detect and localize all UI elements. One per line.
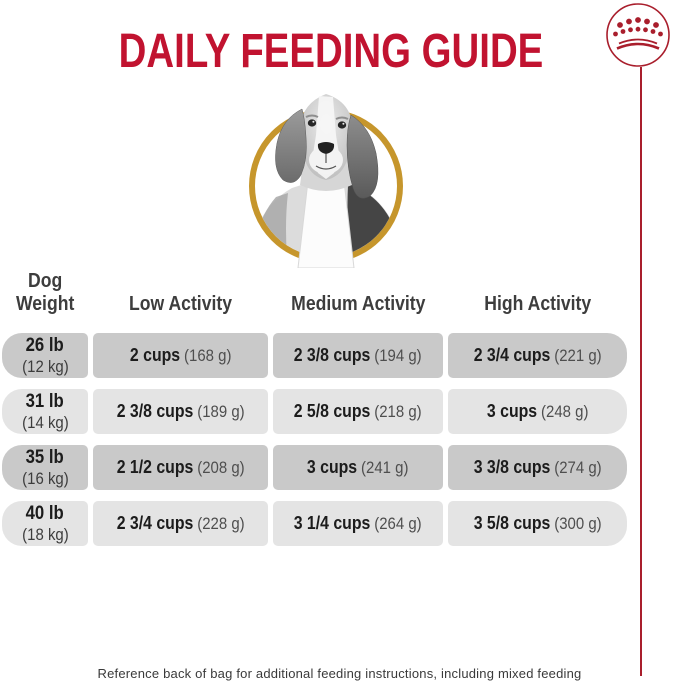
grams-value: (189 g) [197, 402, 245, 421]
royal-canin-crown-icon [604, 2, 672, 68]
weight-cell [2, 333, 88, 378]
grams-value: (248 g) [540, 402, 589, 421]
feeding-table-rows [2, 333, 627, 546]
crown-dots [613, 17, 663, 36]
table-row [2, 389, 627, 434]
weight-kg: (16 kg) [21, 468, 69, 488]
feeding-cell-high [448, 389, 627, 434]
table-row [2, 445, 627, 490]
feeding-cell-medium [273, 445, 443, 490]
cups-value: 2 3/4 cups [473, 345, 551, 365]
weight-kg: (14 kg) [21, 412, 69, 432]
dog-chest [298, 181, 354, 268]
feeding-cell-high [448, 501, 627, 546]
header-dog-weight-line1: Dog [27, 270, 63, 293]
feeding-cell-high [448, 445, 627, 490]
beagle-portrait-image [230, 85, 445, 268]
cups-value: 3 cups [486, 401, 537, 421]
grams-value: (208 g) [197, 458, 245, 477]
feeding-cell-medium [273, 333, 443, 378]
table-header-row [2, 262, 627, 318]
grams-value: (274 g) [554, 458, 602, 477]
grams-value: (228 g) [197, 514, 245, 533]
cups-value: 3 5/8 cups [473, 513, 551, 533]
feeding-cell-low [93, 445, 268, 490]
feeding-cell-low [93, 333, 268, 378]
feeding-cell-high [448, 333, 627, 378]
cups-value: 3 3/8 cups [473, 457, 551, 477]
table-row [2, 333, 627, 378]
weight-lb: 35 lb [25, 447, 65, 469]
weight-lb: 31 lb [25, 391, 65, 413]
weight-lb: 40 lb [25, 503, 65, 525]
feeding-cell-medium [273, 501, 443, 546]
weight-kg: (12 kg) [21, 356, 69, 376]
grams-value: (264 g) [374, 514, 422, 533]
weight-kg: (18 kg) [21, 524, 69, 544]
weight-cell [2, 389, 88, 434]
feeding-cell-low [93, 501, 268, 546]
weight-cell [2, 445, 88, 490]
cups-value: 2 3/8 cups [116, 401, 194, 421]
footer-note: Reference back of bag for additional feeding instructions, including mixed feeding [97, 666, 582, 681]
header-medium-activity: Medium Activity [290, 292, 426, 315]
header-dog-weight-line2: Weight [15, 292, 75, 315]
grams-value: (168 g) [183, 346, 232, 365]
weight-lb: 26 lb [25, 335, 65, 357]
cups-value: 3 cups [307, 457, 358, 477]
page-title: DAILY FEEDING GUIDE [118, 25, 544, 78]
grams-value: (241 g) [361, 458, 409, 477]
cups-value: 2 5/8 cups [294, 401, 371, 421]
grams-value: (221 g) [554, 346, 602, 365]
dog-head [300, 94, 353, 191]
header-dog-weight [2, 270, 88, 318]
cups-value: 2 cups [129, 345, 180, 365]
weight-cell [2, 501, 88, 546]
cups-value: 2 3/8 cups [294, 345, 371, 365]
cups-value: 2 3/4 cups [116, 513, 194, 533]
grams-value: (194 g) [374, 346, 422, 365]
feeding-cell-low [93, 389, 268, 434]
feeding-cell-medium [273, 389, 443, 434]
table-row [2, 501, 627, 546]
cups-value: 3 1/4 cups [294, 513, 371, 533]
header-low-activity: Low Activity [128, 292, 233, 315]
vertical-rule [640, 67, 642, 676]
grams-value: (218 g) [374, 402, 422, 421]
grams-value: (300 g) [554, 514, 602, 533]
header-high-activity: High Activity [484, 292, 591, 315]
cups-value: 2 1/2 cups [116, 457, 194, 477]
